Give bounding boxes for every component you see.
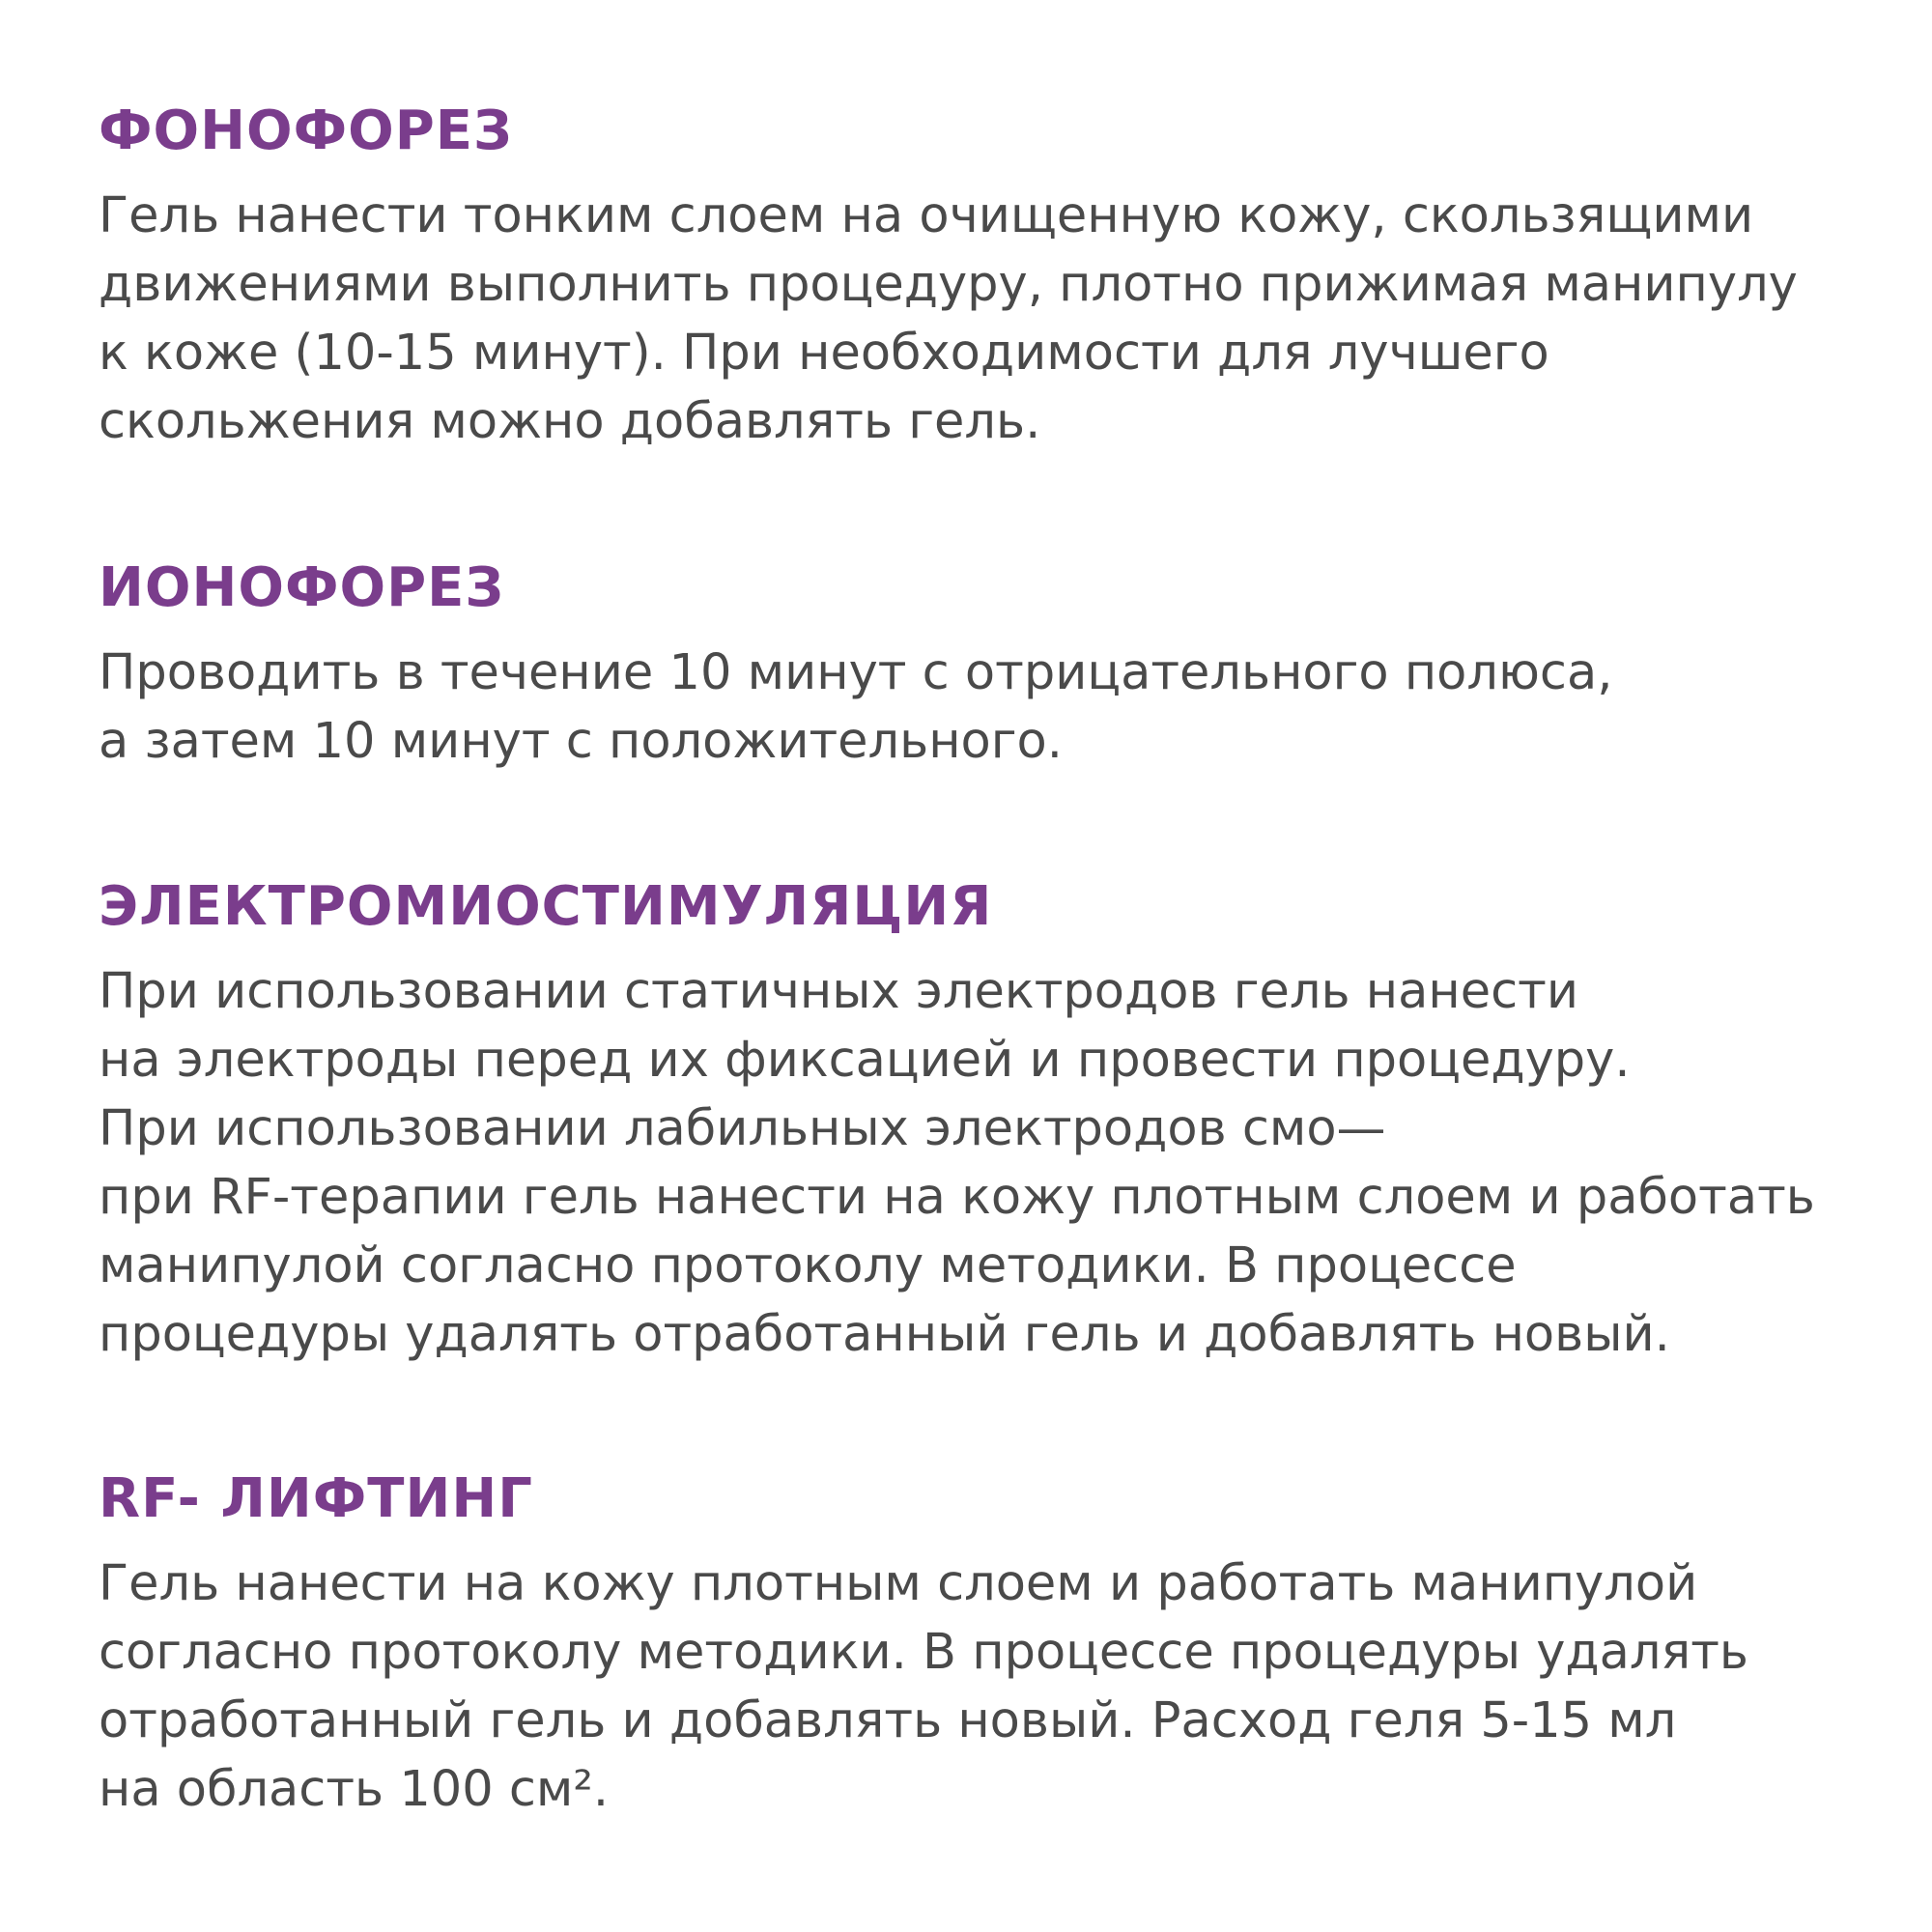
section-body-electromyostimulation: [99, 957, 1915, 1369]
body-line: на область 100 см².: [99, 1761, 610, 1818]
body-line: на электроды перед их фиксацией и провести процедуру.: [99, 1032, 1631, 1089]
body-line: процедуры удалять отработанный гель и добавлять новый.: [99, 1306, 1670, 1363]
body-line: при RF-терапии гель нанести на кожу плотным слоем и работать: [99, 1169, 1815, 1226]
section-iontophoresis: [99, 557, 1915, 776]
body-line: а затем 10 минут с положительного.: [99, 713, 1063, 770]
body-line: При использовании лабильных электродов смо—: [99, 1100, 1386, 1157]
body-line: отработанный гель и добавлять новый. Расход геля 5-15 мл: [99, 1692, 1677, 1749]
section-title-phonophoresis: ФОНОФОРЕЗ: [99, 99, 513, 162]
body-line: движениями выполнить процедуру, плотно прижимая манипулу: [99, 256, 1798, 313]
section-phonophoresis: [99, 100, 1915, 456]
section-title-electromyostimulation: ЭЛЕКТРОМИОСТИМУЛЯЦИЯ: [99, 875, 993, 938]
body-line: Гель нанести на кожу плотным слоем и работать манипулой: [99, 1555, 1698, 1612]
body-line: манипулой согласно протоколу методики. В процессе: [99, 1237, 1517, 1294]
body-line: скольжения можно добавлять гель.: [99, 393, 1041, 450]
section-body-phonophoresis: [99, 182, 1915, 456]
section-body-rf-lifting: [99, 1549, 1915, 1824]
body-line: согласно протоколу методики. В процессе процедуры удалять: [99, 1624, 1748, 1681]
body-line: Гель нанести тонким слоем на очищенную кожу, скользящими: [99, 187, 1754, 244]
section-rf-lifting: [99, 1468, 1915, 1824]
body-line: Проводить в течение 10 минут с отрицательного полюса,: [99, 644, 1613, 701]
section-title-rf-lifting: RF- ЛИФТИНГ: [99, 1467, 533, 1530]
body-line: к коже (10-15 минут). При необходимости для лучшего: [99, 325, 1549, 382]
body-line: При использовании статичных электродов гель нанести: [99, 963, 1578, 1020]
section-electromyostimulation: [99, 876, 1915, 1369]
section-body-iontophoresis: [99, 639, 1915, 776]
section-title-iontophoresis: ИОНОФОРЕЗ: [99, 556, 505, 619]
